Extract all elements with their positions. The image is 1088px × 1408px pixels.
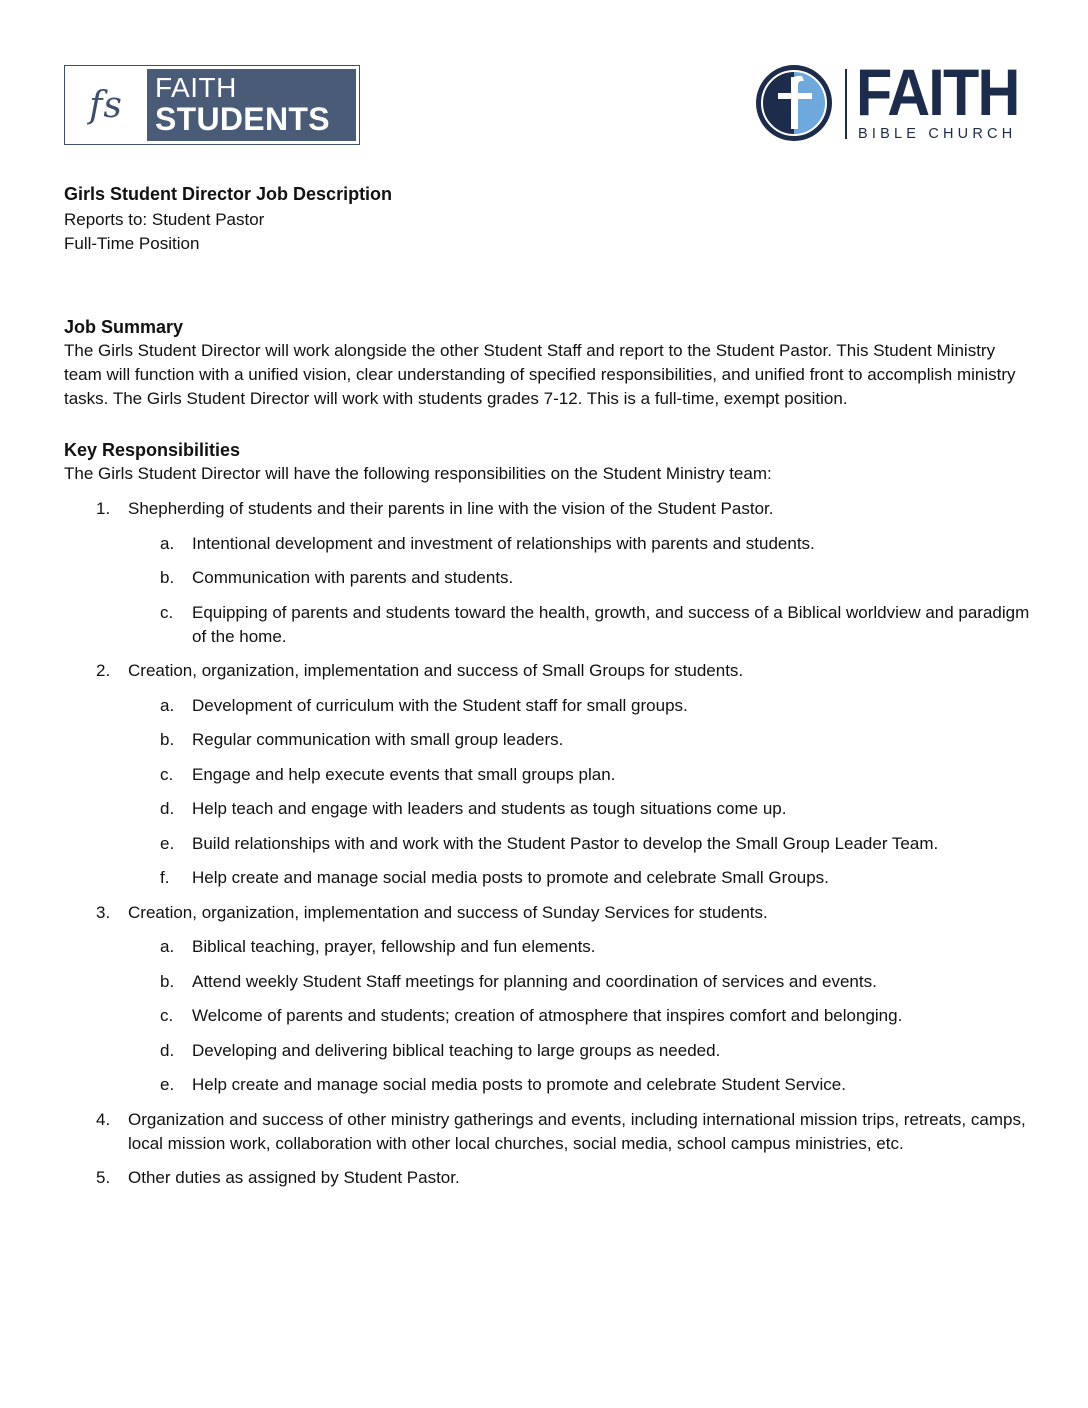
sub-responsibilities-list: [128, 694, 1034, 891]
responsibility-text: Other duties as assigned by Student Pastor.: [128, 1168, 460, 1187]
responsibilities-list: [64, 497, 1034, 1190]
sub-responsibility-item: [128, 970, 1034, 994]
fbc-emblem-icon: [754, 63, 834, 143]
fs-monogram: fs: [89, 84, 123, 126]
key-responsibilities-section: [64, 438, 1034, 1190]
sub-responsibility-text: Help create and manage social media posts to promote and celebrate Small Groups.: [192, 868, 829, 887]
sub-responsibility-text: Attend weekly Student Staff meetings for planning and coordination of services and events.: [192, 971, 877, 991]
responsibility-number: 5.: [96, 1168, 111, 1187]
faith-students-logo: [64, 65, 360, 145]
responsibility-number: 3.: [96, 902, 111, 922]
sub-responsibility-letter: b.: [160, 730, 175, 749]
sub-responsibility-letter: b.: [160, 568, 175, 587]
sub-responsibility-letter: a.: [160, 695, 175, 715]
sub-responsibility-letter: b.: [160, 971, 175, 991]
sub-responsibility-item: [128, 1073, 1034, 1097]
sub-responsibility-text: Developing and delivering biblical teaching to large groups as needed.: [192, 1040, 721, 1060]
sub-responsibility-letter: a.: [160, 533, 175, 553]
responsibility-number: 2.: [96, 661, 111, 680]
fs-wordmark-line2: STUDENTS: [155, 101, 330, 137]
job-summary-heading: Job Summary: [64, 317, 184, 337]
position-type: Full-Time Position: [64, 234, 200, 253]
sub-responsibility-item: [128, 728, 1034, 752]
sub-responsibilities-list: [128, 532, 1034, 649]
sub-responsibility-item: [128, 1004, 1034, 1028]
responsibility-number: 1.: [96, 499, 111, 518]
sub-responsibility-text: Biblical teaching, prayer, fellowship and fun elements.: [192, 937, 596, 956]
sub-responsibility-text: Help teach and engage with leaders and students as tough situations come up.: [192, 799, 787, 818]
sub-responsibilities-list: [128, 935, 1034, 1097]
sub-responsibility-text: Engage and help execute events that small groups plan.: [192, 764, 616, 784]
sub-responsibility-text: Help create and manage social media posts to promote and celebrate Student Service.: [192, 1075, 846, 1094]
sub-responsibility-item: [128, 866, 1034, 890]
sub-responsibility-text: Communication with parents and students.: [192, 568, 514, 587]
sub-responsibility-item: [128, 763, 1034, 787]
sub-responsibility-item: [128, 832, 1034, 856]
sub-responsibility-item: [128, 694, 1034, 718]
sub-responsibility-item: [128, 1039, 1034, 1063]
sub-responsibility-text: Development of curriculum with the Student staff for small groups.: [192, 695, 688, 715]
sub-responsibility-text: Regular communication with small group leaders.: [192, 730, 564, 749]
fbc-divider: [845, 69, 847, 139]
responsibility-text: Organization and success of other ministry gatherings and events, including international mission trips, retreats, camps, local mission work, collaboration with other local churches, social media, school campus ministries, etc.: [128, 1109, 1026, 1153]
sub-responsibility-item: [128, 935, 1034, 959]
fs-wordmark-line1: FAITH: [155, 72, 237, 103]
document-body: [64, 180, 1034, 1201]
sub-responsibility-item: [128, 532, 1034, 556]
sub-responsibility-text: Intentional development and investment of relationships with parents and students.: [192, 533, 815, 553]
responsibility-item: [64, 1108, 1034, 1156]
sub-responsibility-letter: a.: [160, 937, 175, 956]
sub-responsibility-text: Build relationships with and work with the Student Pastor to develop the Small Group Leader Team.: [192, 833, 939, 853]
responsibility-text: Creation, organization, implementation and success of Small Groups for students.: [128, 661, 744, 680]
sub-responsibility-item: [128, 601, 1034, 649]
sub-responsibility-letter: c.: [160, 1006, 174, 1025]
responsibility-text: Shepherding of students and their parents in line with the vision of the Student Pastor.: [128, 499, 774, 518]
sub-responsibility-letter: e.: [160, 833, 175, 853]
sub-responsibility-item: [128, 566, 1034, 590]
job-summary-text: The Girls Student Director will work alongside the other Student Staff and report to the Student Pastor. This Student Ministry team will function with a unified vision, clear understanding of specified responsibilities, and unified front to accomplish ministry tasks. The Girls Student Director will work with students grades 7-12. This is a full-time, exempt position.: [64, 341, 1016, 408]
sub-responsibility-letter: c.: [160, 602, 174, 622]
responsibility-number: 4.: [96, 1109, 111, 1129]
responsibility-item: [64, 901, 1034, 1098]
key-responsibilities-heading: Key Responsibilities: [64, 440, 241, 460]
fs-wordmark: [147, 69, 356, 141]
reports-to: Reports to: Student Pastor: [64, 210, 265, 229]
fbc-subtitle: BIBLE CHURCH: [858, 126, 1017, 142]
faith-bible-church-logo: [754, 55, 1028, 143]
key-responsibilities-intro: The Girls Student Director will have the following responsibilities on the Student Ministry team:: [64, 464, 772, 483]
fbc-wordmark: FAITH: [856, 55, 1019, 129]
sub-responsibility-letter: d.: [160, 1040, 175, 1060]
sub-responsibility-letter: e.: [160, 1075, 175, 1094]
sub-responsibility-letter: d.: [160, 799, 175, 818]
responsibility-text: Creation, organization, implementation and success of Sunday Services for students.: [128, 902, 768, 922]
sub-responsibility-letter: c.: [160, 764, 174, 784]
sub-responsibility-item: [128, 797, 1034, 821]
responsibility-item: [64, 497, 1034, 649]
job-summary-section: [64, 315, 1034, 411]
sub-responsibility-letter: f.: [160, 868, 170, 887]
sub-responsibility-text: Welcome of parents and students; creation of atmosphere that inspires comfort and belonging.: [192, 1006, 903, 1025]
sub-responsibility-text: Equipping of parents and students toward the health, growth, and success of a Biblical worldview and paradigm of the home.: [192, 602, 1030, 646]
responsibility-item: [64, 659, 1034, 890]
document-title: Girls Student Director Job Description: [64, 184, 393, 204]
responsibility-item: [64, 1166, 1034, 1190]
